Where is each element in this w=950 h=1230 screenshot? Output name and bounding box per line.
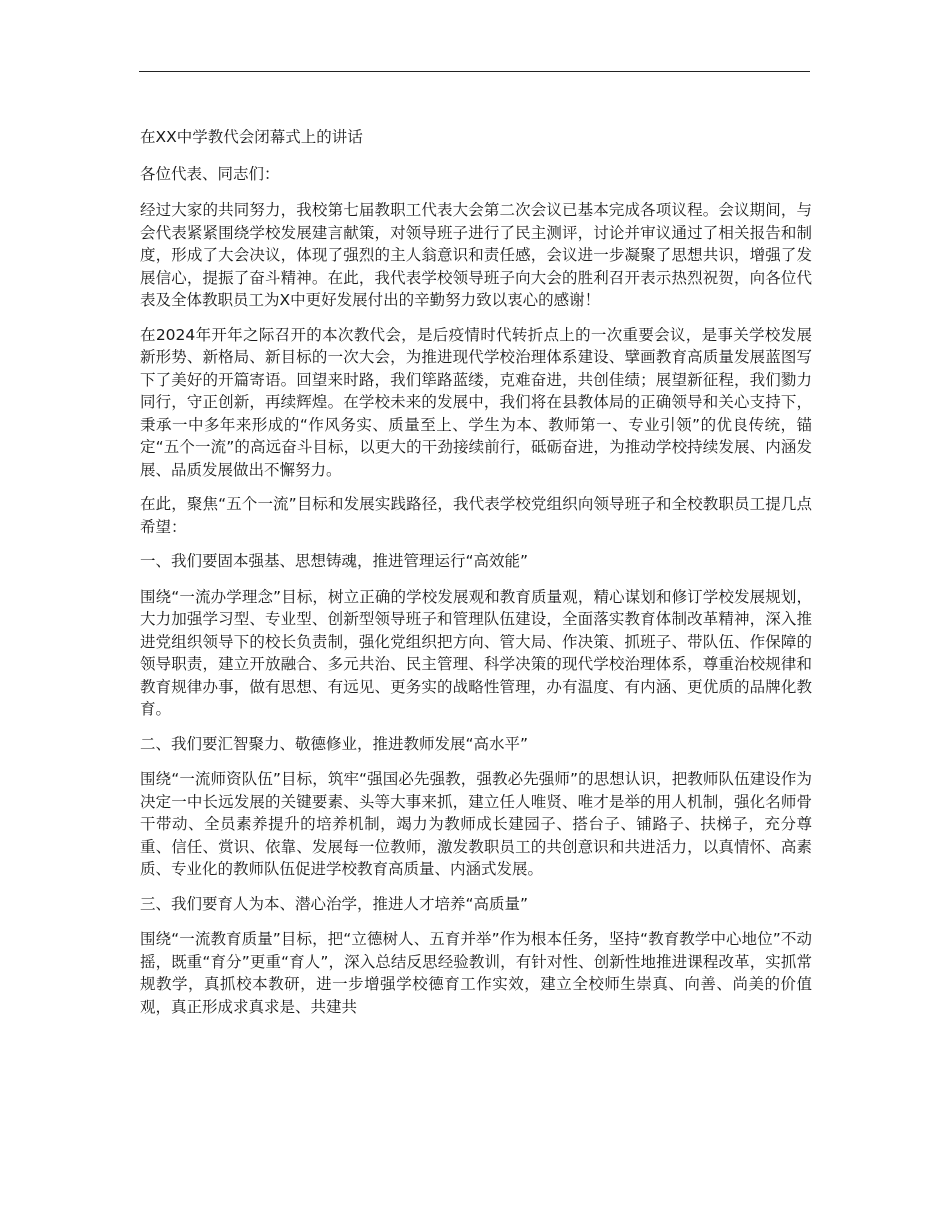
section-heading-2: 二、我们要汇智聚力、敬德修业，推进教师发展“高水平” [140,734,529,753]
section-body-1: 围绕“一流办学理念”目标，树立正确的学校发展观和教育质量观，精心谋划和修订学校发展规划，大力加强学习型、专业型、创新型领导班子和管理队伍建设，全面落实教育体制改革精神，深入推进党组织领导下的校长负责制，强化党组织把方向、管大局、作决策、抓班子、带队伍、作保障的领导职责，建立开放融合、多元共治、民主管理、科学决策的现代学校治理体系，尊重治校规律和教育规律办事，做有思想、有远见、更务实的战略性管理，办有温度、有内涵、更优质的品牌化教育。 [140,587,812,718]
header-rule [139,71,810,72]
section-heading-3: 三、我们要育人为本、潜心治学，推进人才培养“高质量” [140,894,529,913]
section-body-3: 围绕“一流教育质量”目标，把“立德树人、五育并举”作为根本任务，坚持“教育教学中心地位”不动摇，既重“育分”更重“育人”，深入总结反思经验教训，有针对性、创新性地推进课程改革，实抓常规教学，真抓校本教研，进一步增强学校德育工作实效，建立全校师生崇真、向善、尚美的价值观，真正形成求真求是、共建共 [140,930,812,1016]
paragraph-context: 在2024年开年之际召开的本次教代会，是后疫情时代转折点上的一次重要会议，是事关学校发展新形势、新格局、新目标的一次大会，为推进现代学校治理体系建设、擘画教育高质量发展蓝图写下了美好的开篇寄语。回望来时路，我们筚路蓝缕，克难奋进，共创佳绩；展望新征程，我们勠力同行，守正创新，再续辉煌。在学校未来的发展中，我们将在县教体局的正确领导和关心支持下，秉承一中多年来形成的“作风务实、质量至上、学生为本、教师第一、专业引领”的优良传统，锚定“五个一流”的高远奋斗目标，以更大的干劲接续前行，砥砺奋进，为推动学校持续发展、内涵发展、品质发展做出不懈努力。 [140,325,812,479]
paragraph-opening: 经过大家的共同努力，我校第七届教职工代表大会第二次会议已基本完成各项议程。会议期间，与会代表紧紧围绕学校发展建言献策，对领导班子进行了民主测评，讨论并审议通过了相关报告和制度，形成了大会决议，体现了强烈的主人翁意识和责任感，会议进一步凝聚了思想共识，增强了发展信心，提振了奋斗精神。在此，我代表学校领导班子向大会的胜利召开表示热烈祝贺，向各位代表及全体教职员工为X中更好发展付出的辛勤努力致以衷心的感谢！ [140,201,812,309]
salutation: 各位代表、同志们： [140,164,280,183]
section-body-2: 围绕“一流师资队伍”目标，筑牢“强国必先强教，强教必先强师”的思想认识，把教师队伍建设作为决定一中长远发展的关键要素、头等大事来抓，建立任人唯贤、唯才是举的用人机制，强化名师骨干带动、全员素养提升的培养机制，竭力为教师成长建园子、搭台子、铺路子、扶梯子，充分尊重、信任、赏识、依靠、发展每一位教师，激发教职员工的共创意识和共进活力，以真情怀、高素质、专业化的教师队伍促进学校教育高质量、内涵式发展。 [140,770,812,878]
document-body [140,126,812,1030]
section-heading-1: 一、我们要固本强基、思想铸魂，推进管理运行“高效能” [140,552,529,570]
paragraph-transition: 在此，聚焦“五个一流”目标和发展实践路径，我代表学校党组织向领导班子和全校教职员工提几点希望： [140,495,812,536]
document-title: 在XX中学教代会闭幕式上的讲话 [140,128,363,146]
